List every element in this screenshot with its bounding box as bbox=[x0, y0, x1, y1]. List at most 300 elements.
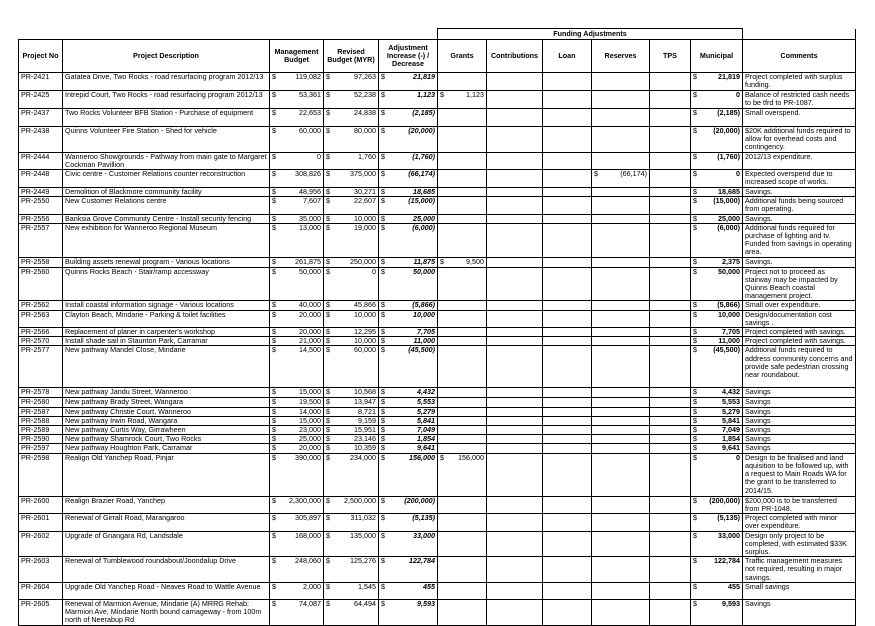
currency-symbol: $ bbox=[693, 126, 697, 135]
reserves-cell bbox=[592, 398, 650, 407]
municipal-cell bbox=[691, 257, 743, 267]
adjustment-cell bbox=[379, 557, 438, 583]
currency-symbol: $ bbox=[272, 434, 276, 444]
project-description-cell: Gatatea Drive, Two Rocks - road resurfacing program 2012/13 bbox=[63, 73, 270, 91]
municipal-cell bbox=[691, 328, 743, 337]
revised-budget-cell bbox=[324, 301, 379, 310]
loan-cell bbox=[543, 388, 592, 398]
tps-cell bbox=[650, 407, 691, 416]
funding-adjustments-group-header: Funding Adjustments bbox=[438, 29, 743, 40]
grants-cell bbox=[438, 435, 487, 444]
grants-cell bbox=[438, 557, 487, 583]
revised-budget-cell-value: 64,494 bbox=[354, 599, 376, 608]
currency-symbol: $ bbox=[381, 310, 385, 319]
currency-symbol: $ bbox=[381, 345, 385, 355]
currency-symbol: $ bbox=[381, 531, 385, 540]
municipal-cell bbox=[691, 599, 743, 625]
currency-symbol: $ bbox=[381, 453, 385, 462]
tps-cell bbox=[650, 398, 691, 407]
comments-cell: Design/documentation cost savings . bbox=[743, 310, 856, 327]
adjustment-cell-value: (5,866) bbox=[412, 300, 435, 310]
management-budget-cell bbox=[270, 398, 324, 407]
comments-cell: Savings bbox=[743, 599, 856, 625]
currency-symbol: $ bbox=[381, 152, 385, 161]
table-row bbox=[19, 257, 856, 267]
tps-cell bbox=[650, 109, 691, 127]
management-budget-cell-value: 40,000 bbox=[299, 300, 321, 310]
management-budget-cell bbox=[270, 531, 324, 557]
project-no-cell: PR-2448 bbox=[19, 170, 63, 188]
currency-symbol: $ bbox=[272, 152, 276, 161]
contributions-cell bbox=[487, 257, 543, 267]
revised-budget-cell bbox=[324, 398, 379, 407]
management-budget-cell bbox=[270, 435, 324, 444]
currency-symbol: $ bbox=[693, 434, 697, 444]
currency-symbol: $ bbox=[693, 152, 697, 161]
grants-cell bbox=[438, 599, 487, 625]
revised-budget-cell bbox=[324, 170, 379, 188]
loan-cell bbox=[543, 531, 592, 557]
currency-symbol: $ bbox=[272, 443, 276, 453]
currency-symbol: $ bbox=[326, 310, 330, 319]
currency-symbol: $ bbox=[693, 310, 697, 319]
currency-symbol: $ bbox=[693, 397, 697, 407]
comments-cell: $200,000 is to be transferred from PR-1048. bbox=[743, 496, 856, 513]
reserves-cell bbox=[592, 599, 650, 625]
municipal-cell-value: (45,500) bbox=[713, 345, 740, 355]
revised-budget-cell bbox=[324, 435, 379, 444]
reserves-cell bbox=[592, 267, 650, 301]
reserves-cell bbox=[592, 310, 650, 327]
management-budget-cell bbox=[270, 407, 324, 416]
adjustment-cell bbox=[379, 416, 438, 425]
municipal-cell-value: (1,760) bbox=[717, 152, 740, 161]
col-header-project-no: Project No bbox=[19, 40, 63, 73]
currency-symbol: $ bbox=[381, 425, 385, 435]
currency-symbol: $ bbox=[693, 223, 697, 232]
revised-budget-cell bbox=[324, 426, 379, 435]
management-budget-cell-value: 2,300,000 bbox=[289, 496, 321, 505]
project-description-cell: New pathway Houghton Park, Carramar bbox=[63, 444, 270, 453]
table-row bbox=[19, 582, 856, 599]
adjustment-cell-value: (15,000) bbox=[408, 196, 435, 206]
adjustment-cell bbox=[379, 582, 438, 599]
reserves-cell bbox=[592, 388, 650, 398]
revised-budget-cell bbox=[324, 127, 379, 153]
table-body bbox=[19, 73, 856, 626]
reserves-cell bbox=[592, 328, 650, 337]
project-no-cell: PR-2425 bbox=[19, 91, 63, 109]
management-budget-cell bbox=[270, 310, 324, 327]
grants-cell bbox=[438, 310, 487, 327]
tps-cell bbox=[650, 223, 691, 257]
grants-cell bbox=[438, 496, 487, 513]
project-no-cell: PR-2421 bbox=[19, 73, 63, 91]
loan-cell bbox=[543, 416, 592, 425]
adjustment-cell-value: (1,760) bbox=[412, 152, 435, 161]
adjustment-cell-value: 5,841 bbox=[417, 416, 435, 425]
project-no-cell: PR-2588 bbox=[19, 416, 63, 425]
adjustment-cell bbox=[379, 496, 438, 513]
currency-symbol: $ bbox=[326, 407, 330, 416]
project-description-cell: New pathway Brady Street, Wangara bbox=[63, 398, 270, 407]
project-no-cell: PR-2557 bbox=[19, 223, 63, 257]
project-no-cell: PR-2444 bbox=[19, 152, 63, 169]
currency-symbol: $ bbox=[693, 582, 697, 591]
project-description-cell: New pathway Shamrock Court, Two Rocks bbox=[63, 435, 270, 444]
adjustment-cell-value: 5,553 bbox=[417, 397, 435, 407]
project-description-cell: Quinns Rocks Beach - Stair/ramp accessway bbox=[63, 267, 270, 301]
adjustment-cell-value: (20,000) bbox=[408, 126, 435, 135]
revised-budget-cell-value: 311,032 bbox=[350, 513, 376, 523]
loan-cell bbox=[543, 197, 592, 214]
adjustment-cell bbox=[379, 435, 438, 444]
contributions-cell bbox=[487, 557, 543, 583]
project-description-cell: Upgrade of Gnangara Rd, Landsdale bbox=[63, 531, 270, 557]
management-budget-cell-value: 261,875 bbox=[295, 257, 321, 266]
currency-symbol: $ bbox=[326, 267, 330, 276]
currency-symbol: $ bbox=[326, 327, 330, 337]
municipal-cell-value: 0 bbox=[736, 453, 740, 462]
contributions-cell bbox=[487, 496, 543, 513]
revised-budget-cell-value: 45,866 bbox=[354, 300, 376, 310]
project-description-cell: Upgrade Old Yanchep Road - Neaves Road to Wattle Avenue bbox=[63, 582, 270, 599]
revised-budget-cell-value: 9,159 bbox=[358, 416, 376, 425]
municipal-cell bbox=[691, 223, 743, 257]
project-no-cell: PR-2563 bbox=[19, 310, 63, 327]
project-description-cell: Wanneroo Showgrounds - Pathway from main gate to Margaret Cockman Pavillion bbox=[63, 152, 270, 169]
management-budget-cell bbox=[270, 599, 324, 625]
project-description-cell: New exhibition for Wanneroo Regional Museum bbox=[63, 223, 270, 257]
currency-symbol: $ bbox=[326, 257, 330, 266]
management-budget-cell-value: 13,000 bbox=[299, 223, 321, 232]
municipal-cell bbox=[691, 188, 743, 197]
management-budget-cell-value: 50,000 bbox=[299, 267, 321, 276]
currency-symbol: $ bbox=[326, 196, 330, 206]
currency-symbol: $ bbox=[326, 187, 330, 197]
project-no-cell: PR-2600 bbox=[19, 496, 63, 513]
municipal-cell bbox=[691, 582, 743, 599]
table-row bbox=[19, 398, 856, 407]
contributions-cell bbox=[487, 188, 543, 197]
project-description-cell: New pathway Irwin Road, Wangara bbox=[63, 416, 270, 425]
project-description-cell: Install shade sail in Staunton Park, Carramar bbox=[63, 337, 270, 346]
project-no-cell: PR-2556 bbox=[19, 214, 63, 223]
revised-budget-cell bbox=[324, 531, 379, 557]
project-no-cell: PR-2601 bbox=[19, 514, 63, 531]
management-budget-cell-value: 168,000 bbox=[295, 531, 321, 540]
adjustment-cell bbox=[379, 127, 438, 153]
comments-cell: Project completed with minor over expenditure. bbox=[743, 514, 856, 531]
revised-budget-cell bbox=[324, 109, 379, 127]
currency-symbol: $ bbox=[693, 345, 697, 355]
currency-symbol: $ bbox=[693, 90, 697, 99]
adjustment-cell bbox=[379, 388, 438, 398]
adjustment-cell-value: 33,000 bbox=[413, 531, 435, 540]
currency-symbol: $ bbox=[326, 90, 330, 99]
reserves-cell bbox=[592, 435, 650, 444]
management-budget-cell-value: 15,000 bbox=[299, 387, 321, 397]
comments-cell: Small over expenditure. bbox=[743, 301, 856, 310]
loan-cell bbox=[543, 152, 592, 169]
currency-symbol: $ bbox=[272, 257, 276, 266]
tps-cell bbox=[650, 435, 691, 444]
currency-symbol: $ bbox=[381, 513, 385, 523]
municipal-cell-value: 0 bbox=[736, 169, 740, 179]
grants-cell bbox=[438, 514, 487, 531]
reserves-cell bbox=[592, 152, 650, 169]
revised-budget-cell bbox=[324, 514, 379, 531]
reserves-cell bbox=[592, 453, 650, 496]
col-header-adjustment: Adjustment Increase (-) / Decrease bbox=[379, 40, 438, 73]
management-budget-cell bbox=[270, 514, 324, 531]
reserves-cell bbox=[592, 73, 650, 91]
management-budget-cell-value: 14,500 bbox=[299, 345, 321, 355]
currency-symbol: $ bbox=[693, 336, 697, 346]
adjustment-cell-value: (5,135) bbox=[412, 513, 435, 523]
currency-symbol: $ bbox=[693, 300, 697, 310]
grants-cell bbox=[438, 453, 487, 496]
grants-cell bbox=[438, 188, 487, 197]
loan-cell bbox=[543, 223, 592, 257]
currency-symbol: $ bbox=[326, 513, 330, 523]
contributions-cell bbox=[487, 214, 543, 223]
revised-budget-cell bbox=[324, 388, 379, 398]
management-budget-cell bbox=[270, 582, 324, 599]
municipal-cell bbox=[691, 398, 743, 407]
loan-cell bbox=[543, 435, 592, 444]
revised-budget-cell-value: 8,721 bbox=[358, 407, 376, 416]
municipal-cell-value: 4,432 bbox=[722, 387, 740, 397]
project-description-cell: Banksia Grove Community Centre - Install security fencing bbox=[63, 214, 270, 223]
contributions-cell bbox=[487, 407, 543, 416]
comments-cell: Expected overspend due to increased scope of works. bbox=[743, 170, 856, 188]
tps-cell bbox=[650, 152, 691, 169]
loan-cell bbox=[543, 214, 592, 223]
tps-cell bbox=[650, 328, 691, 337]
adjustment-cell-value: (200,000) bbox=[404, 496, 435, 505]
reserves-cell bbox=[592, 214, 650, 223]
contributions-cell bbox=[487, 301, 543, 310]
project-description-cell: Intrepid Court, Two Rocks - road resurfacing program 2012/13 bbox=[63, 91, 270, 109]
project-description-cell: New pathway Curtis Way, Girrawheen bbox=[63, 426, 270, 435]
col-header-contributions: Contributions bbox=[487, 40, 543, 73]
grants-cell bbox=[438, 582, 487, 599]
currency-symbol: $ bbox=[272, 187, 276, 197]
currency-symbol: $ bbox=[381, 397, 385, 407]
municipal-cell bbox=[691, 426, 743, 435]
municipal-cell-value: 5,841 bbox=[722, 416, 740, 425]
contributions-cell bbox=[487, 170, 543, 188]
revised-budget-cell-value: 10,000 bbox=[354, 214, 376, 223]
comments-cell: Design to be finalised and land aquisition to be followed up, with a request to Main Roads WA for the grant to be transferred to 2014/15. bbox=[743, 453, 856, 496]
management-budget-cell-value: 21,000 bbox=[299, 336, 321, 346]
table-row bbox=[19, 267, 856, 301]
municipal-cell-value: 25,000 bbox=[718, 214, 740, 223]
funding-adjustments-table-sheet bbox=[18, 28, 856, 626]
currency-symbol: $ bbox=[693, 443, 697, 453]
revised-budget-cell bbox=[324, 416, 379, 425]
adjustment-cell bbox=[379, 328, 438, 337]
municipal-cell-value: (200,000) bbox=[709, 496, 740, 505]
header-spacer bbox=[19, 29, 438, 40]
grants-cell-value: 1,123 bbox=[466, 90, 484, 99]
revised-budget-cell-value: 2,500,000 bbox=[344, 496, 376, 505]
currency-symbol: $ bbox=[693, 425, 697, 435]
adjustment-cell-value: 10,000 bbox=[413, 310, 435, 319]
currency-symbol: $ bbox=[381, 407, 385, 416]
revised-budget-cell-value: 10,359 bbox=[354, 443, 376, 453]
tps-cell bbox=[650, 301, 691, 310]
revised-budget-cell-value: 24,838 bbox=[354, 108, 376, 117]
management-budget-cell bbox=[270, 426, 324, 435]
currency-symbol: $ bbox=[326, 531, 330, 540]
adjustment-cell-value: 7,049 bbox=[417, 425, 435, 435]
adjustment-cell-value: 11,000 bbox=[413, 336, 435, 346]
loan-cell bbox=[543, 398, 592, 407]
municipal-cell-value: 50,000 bbox=[718, 267, 740, 276]
grants-cell bbox=[438, 337, 487, 346]
currency-symbol: $ bbox=[272, 267, 276, 276]
project-description-cell: Demolition of Blackmore community facility bbox=[63, 188, 270, 197]
comments-cell: Savings bbox=[743, 407, 856, 416]
adjustment-cell bbox=[379, 91, 438, 109]
management-budget-cell-value: 20,000 bbox=[299, 327, 321, 337]
project-no-cell: PR-2550 bbox=[19, 197, 63, 214]
contributions-cell bbox=[487, 109, 543, 127]
currency-symbol: $ bbox=[440, 453, 444, 462]
currency-symbol: $ bbox=[272, 345, 276, 355]
currency-symbol: $ bbox=[326, 416, 330, 425]
currency-symbol: $ bbox=[272, 397, 276, 407]
currency-symbol: $ bbox=[272, 196, 276, 206]
project-description-cell: Quinns Volunteer Fire Station - Shed for vehicle bbox=[63, 127, 270, 153]
col-header-grants: Grants bbox=[438, 40, 487, 73]
loan-cell bbox=[543, 453, 592, 496]
project-description-cell: Two Rocks Volunteer BFB Station - Purchase of equipment bbox=[63, 109, 270, 127]
revised-budget-cell-value: 1,545 bbox=[358, 582, 376, 591]
revised-budget-cell-value: 52,238 bbox=[354, 90, 376, 99]
currency-symbol: $ bbox=[326, 214, 330, 223]
currency-symbol: $ bbox=[326, 169, 330, 179]
tps-cell bbox=[650, 170, 691, 188]
revised-budget-cell bbox=[324, 214, 379, 223]
currency-symbol: $ bbox=[272, 582, 276, 591]
currency-symbol: $ bbox=[326, 556, 330, 566]
adjustment-cell bbox=[379, 152, 438, 169]
grants-cell bbox=[438, 223, 487, 257]
contributions-cell bbox=[487, 531, 543, 557]
management-budget-cell bbox=[270, 257, 324, 267]
reserves-cell bbox=[592, 426, 650, 435]
management-budget-cell-value: 60,000 bbox=[299, 126, 321, 135]
revised-budget-cell-value: 10,000 bbox=[354, 336, 376, 346]
management-budget-cell bbox=[270, 346, 324, 388]
municipal-cell-value: 5,279 bbox=[722, 407, 740, 416]
reserves-cell bbox=[592, 301, 650, 310]
management-budget-cell bbox=[270, 223, 324, 257]
currency-symbol: $ bbox=[693, 387, 697, 397]
revised-budget-cell-value: 60,000 bbox=[354, 345, 376, 355]
management-budget-cell bbox=[270, 328, 324, 337]
tps-cell bbox=[650, 91, 691, 109]
municipal-cell-value: 10,000 bbox=[718, 310, 740, 319]
project-description-cell: Building assets renewal program - Various locations bbox=[63, 257, 270, 267]
reserves-cell-value: (66,174) bbox=[620, 169, 647, 179]
currency-symbol: $ bbox=[326, 72, 330, 81]
comments-cell: Project completed with surplus funding. bbox=[743, 73, 856, 91]
table-row bbox=[19, 170, 856, 188]
table-row bbox=[19, 310, 856, 327]
management-budget-cell-value: 15,000 bbox=[299, 416, 321, 425]
currency-symbol: $ bbox=[693, 327, 697, 337]
reserves-cell bbox=[592, 337, 650, 346]
reserves-cell bbox=[592, 257, 650, 267]
adjustment-cell bbox=[379, 599, 438, 625]
municipal-cell bbox=[691, 337, 743, 346]
loan-cell bbox=[543, 557, 592, 583]
adjustment-cell-value: 1,854 bbox=[417, 434, 435, 444]
grants-cell bbox=[438, 416, 487, 425]
currency-symbol: $ bbox=[693, 513, 697, 523]
adjustment-cell bbox=[379, 197, 438, 214]
loan-cell bbox=[543, 444, 592, 453]
grants-cell bbox=[438, 426, 487, 435]
adjustment-cell bbox=[379, 444, 438, 453]
management-budget-cell-value: 119,082 bbox=[295, 72, 321, 81]
adjustment-cell-value: 455 bbox=[423, 582, 435, 591]
municipal-cell-value: 18,685 bbox=[718, 187, 740, 197]
tps-cell bbox=[650, 337, 691, 346]
comments-cell: Additional funds required for purchase of lighting and tv. Funded from savings in operating area. bbox=[743, 223, 856, 257]
currency-symbol: $ bbox=[326, 599, 330, 608]
adjustment-cell-value: 21,819 bbox=[413, 72, 435, 81]
municipal-cell-value: 5,553 bbox=[722, 397, 740, 407]
adjustment-cell-value: 5,279 bbox=[417, 407, 435, 416]
adjustment-cell bbox=[379, 267, 438, 301]
currency-symbol: $ bbox=[693, 556, 697, 566]
tps-cell bbox=[650, 267, 691, 301]
revised-budget-cell bbox=[324, 337, 379, 346]
adjustment-cell-value: 9,641 bbox=[417, 443, 435, 453]
currency-symbol: $ bbox=[693, 169, 697, 179]
currency-symbol: $ bbox=[326, 397, 330, 407]
municipal-cell-value: 455 bbox=[728, 582, 740, 591]
table-row bbox=[19, 514, 856, 531]
contributions-cell bbox=[487, 398, 543, 407]
project-description-cell: New pathway Christie Court, Wanneroo bbox=[63, 407, 270, 416]
adjustment-cell-value: 18,685 bbox=[413, 187, 435, 197]
col-header-municipal: Municipal bbox=[691, 40, 743, 73]
reserves-cell bbox=[592, 407, 650, 416]
municipal-cell-value: 9,641 bbox=[722, 443, 740, 453]
currency-symbol: $ bbox=[594, 169, 598, 179]
revised-budget-cell-value: 1,760 bbox=[358, 152, 376, 161]
comments-cell: Project completed with savings. bbox=[743, 328, 856, 337]
tps-cell bbox=[650, 599, 691, 625]
revised-budget-cell-value: 375,000 bbox=[350, 169, 376, 179]
comments-cell: Design only project to be completed, with estimated $33K surplus. bbox=[743, 531, 856, 557]
adjustment-cell-value: 4,432 bbox=[417, 387, 435, 397]
project-no-cell: PR-2604 bbox=[19, 582, 63, 599]
management-budget-cell-value: 0 bbox=[317, 152, 321, 161]
reserves-cell bbox=[592, 514, 650, 531]
municipal-cell-value: (6,000) bbox=[717, 223, 740, 232]
revised-budget-cell-value: 19,000 bbox=[354, 223, 376, 232]
grants-cell bbox=[438, 267, 487, 301]
comments-cell: Savings bbox=[743, 444, 856, 453]
col-header-revised-budget: Revised Budget (MYR) bbox=[324, 40, 379, 73]
